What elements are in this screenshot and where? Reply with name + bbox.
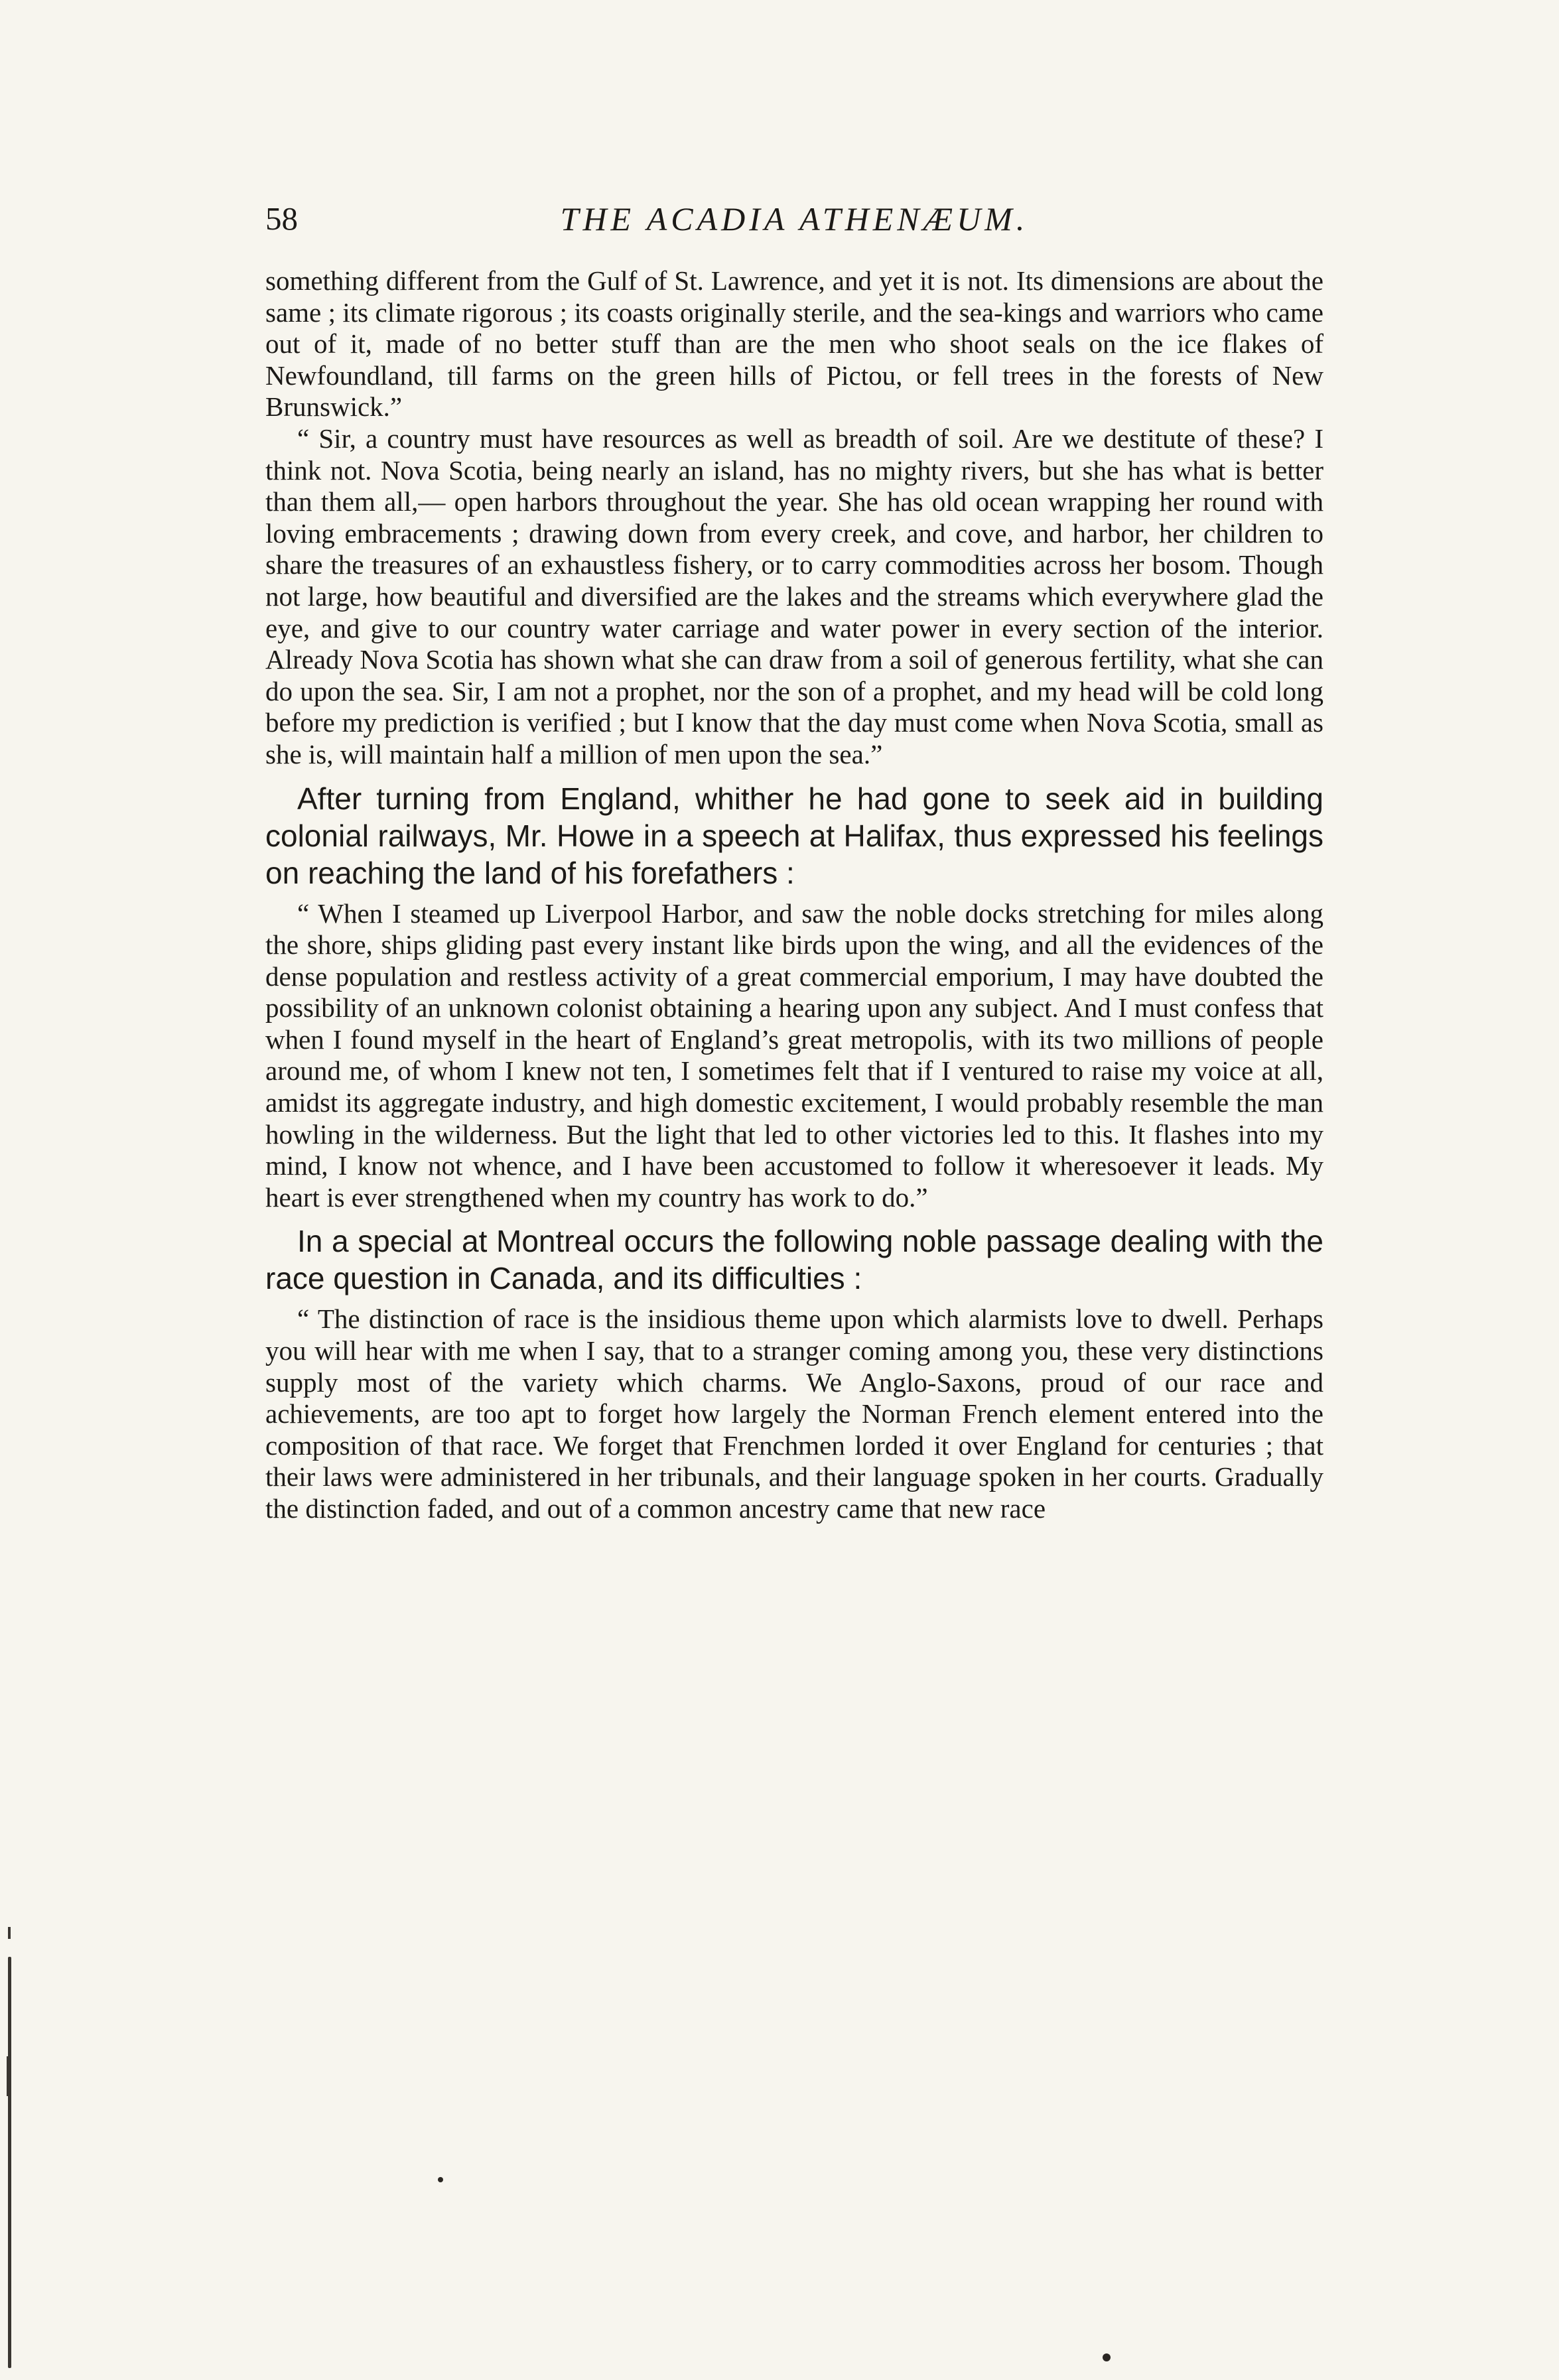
intro-halifax-speech: After turning from England, whither he had gone to seek aid in building colonial railways, Mr. Howe in a speech at Halifax, thus expressed his feelings on reaching the land of his forefathers : bbox=[265, 781, 1323, 890]
paragraph-continued-quote: something different from the Gulf of St. Lawrence, and yet it is not. Its dimensions are about the same ; its climate rigorous ; its coasts originally sterile, and the sea-kings and warriors who came out of it, made of no better stuff than are the men who shoot seals on the ice flakes of Newfoundland, till farms on the green hills of Pictou, or fell trees in the forests of New Brunswick.” bbox=[265, 265, 1323, 423]
page bbox=[265, 199, 1323, 1525]
binding-edge-mark bbox=[8, 1927, 11, 1939]
paragraph-race-question: “ The distinction of race is the insidious theme upon which alarmists love to dwell. Perhaps you will hear with me when I say, that to a stranger coming among you, these very distinctions supply most of the variety which charms. We Anglo-Saxons, proud of our race and achievements, are too apt to forget how largely the Norman French element entered into the composition of that race. We forget that Frenchmen lorded it over England for centuries ; that their laws were administered in her tribunals, and their language spoken in her courts. Gradually the distinction faded, and out of a common ancestry came that new race bbox=[265, 1303, 1323, 1524]
journal-title: THE ACADIA ATHENÆUM. bbox=[560, 200, 1029, 237]
binding-edge-mark bbox=[7, 2056, 11, 2096]
running-head bbox=[265, 199, 1323, 248]
paragraph-nova-scotia-resources: “ Sir, a country must have resources as well as breadth of soil. Are we destitute of these? I think not. Nova Scotia, being nearly an island, has no mighty rivers, but she has what is better than them all,— open harbors throughout the year. She has old ocean wrapping her round with loving embracements ; drawing down from every creek, and cove, and harbor, her children to share the treasures of an exhaustless fishery, or to carry commodities across her bosom. Though not large, how beautiful and diversified are the lakes and the streams which everywhere glad the eye, and give to our country water carriage and water power in every section of the interior. Already Nova Scotia has shown what she can draw from a soil of generous fertility, what she can do upon the sea. Sir, I am not a prophet, nor the son of a prophet, and my head will be cold long before my prediction is verified ; but I know that the day must come when Nova Scotia, small as she is, will maintain half a million of men upon the sea.” bbox=[265, 423, 1323, 769]
paragraph-liverpool-harbor: “ When I steamed up Liverpool Harbor, and saw the noble docks stretching for miles along the shore, ships gliding past every instant like birds upon the wing, and all the evidences of the dense population and restless activity of a great commercial emporium, I may have doubted the possibility of an unknown colonist obtaining a hearing upon any subject. And I must confess that when I found myself in the heart of England’s great metropolis, with its two millions of people around me, of whom I knew not ten, I sometimes felt that if I ventured to raise my voice at all, amidst its aggregate industry, and high domestic excitement, I would probably resemble the man howling in the wilderness. But the light that led to other victories led to this. It flashes into my mind, I know not whence, and I have been accustomed to follow it wheresoever it leads. My heart is ever strengthened when my country has work to do.” bbox=[265, 897, 1323, 1213]
binding-edge-line bbox=[8, 1957, 11, 2368]
intro-montreal-speech: In a special at Montreal occurs the following noble passage dealing with the race question in Canada, and its difficulties : bbox=[265, 1224, 1323, 1296]
page-number: 58 bbox=[265, 200, 298, 237]
ink-speck-mark bbox=[1103, 2353, 1111, 2361]
ink-speck-mark bbox=[438, 2177, 443, 2182]
